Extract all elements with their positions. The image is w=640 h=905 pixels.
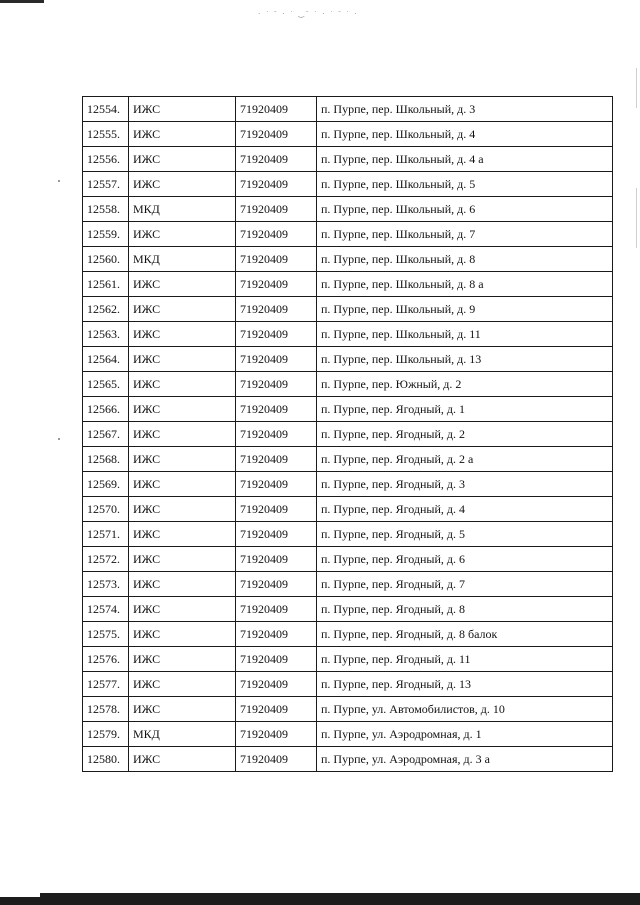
address-cell: п. Пурпе, пер. Ягодный, д. 1 [317,397,613,422]
building-type-cell: ИЖС [129,597,236,622]
row-number-cell: 12567. [83,422,129,447]
table-row [83,322,613,347]
table-row [83,622,613,647]
oktmo-code-cell: 71920409 [236,597,317,622]
row-number-cell: 12560. [83,247,129,272]
building-type-cell: МКД [129,197,236,222]
table-row [83,697,613,722]
row-number-cell: 12570. [83,497,129,522]
table-row [83,447,613,472]
row-number-cell: 12573. [83,572,129,597]
row-number-cell: 12575. [83,622,129,647]
address-cell: п. Пурпе, ул. Автомобилистов, д. 10 [317,697,613,722]
row-number-cell: 12579. [83,722,129,747]
oktmo-code-cell: 71920409 [236,122,317,147]
address-cell: п. Пурпе, пер. Ягодный, д. 8 [317,597,613,622]
building-type-cell: ИЖС [129,422,236,447]
address-cell: п. Пурпе, пер. Школьный, д. 8 а [317,272,613,297]
table-row [83,747,613,772]
table-row [83,672,613,697]
address-cell: п. Пурпе, пер. Ягодный, д. 11 [317,647,613,672]
records-table [82,96,613,772]
address-cell: п. Пурпе, пер. Ягодный, д. 3 [317,472,613,497]
row-number-cell: 12563. [83,322,129,347]
table-row [83,547,613,572]
building-type-cell: ИЖС [129,147,236,172]
address-cell: п. Пурпе, пер. Ягодный, д. 4 [317,497,613,522]
row-number-cell: 12562. [83,297,129,322]
oktmo-code-cell: 71920409 [236,222,317,247]
building-type-cell: ИЖС [129,472,236,497]
building-type-cell: ИЖС [129,122,236,147]
scan-mark-top-left [0,0,44,3]
table-row [83,147,613,172]
row-number-cell: 12569. [83,472,129,497]
table-row [83,597,613,622]
oktmo-code-cell: 71920409 [236,622,317,647]
table-row [83,372,613,397]
row-number-cell: 12557. [83,172,129,197]
table-row [83,497,613,522]
address-cell: п. Пурпе, ул. Аэродромная, д. 3 а [317,747,613,772]
building-type-cell: ИЖС [129,222,236,247]
table-row [83,172,613,197]
oktmo-code-cell: 71920409 [236,672,317,697]
address-cell: п. Пурпе, пер. Ягодный, д. 5 [317,522,613,547]
scan-bottom-bar-gap [0,893,640,897]
address-cell: п. Пурпе, пер. Школьный, д. 9 [317,297,613,322]
building-type-cell: ИЖС [129,97,236,122]
table-row [83,222,613,247]
building-type-cell: ИЖС [129,572,236,597]
row-number-cell: 12564. [83,347,129,372]
oktmo-code-cell: 71920409 [236,722,317,747]
oktmo-code-cell: 71920409 [236,197,317,222]
table-row [83,97,613,122]
building-type-cell: ИЖС [129,622,236,647]
oktmo-code-cell: 71920409 [236,547,317,572]
building-type-cell: ИЖС [129,747,236,772]
oktmo-code-cell: 71920409 [236,322,317,347]
address-cell: п. Пурпе, пер. Ягодный, д. 13 [317,672,613,697]
table-row [83,272,613,297]
building-type-cell: ИЖС [129,272,236,297]
oktmo-code-cell: 71920409 [236,497,317,522]
table-row [83,297,613,322]
oktmo-code-cell: 71920409 [236,97,317,122]
row-number-cell: 12554. [83,97,129,122]
oktmo-code-cell: 71920409 [236,522,317,547]
row-number-cell: 12576. [83,647,129,672]
oktmo-code-cell: 71920409 [236,572,317,597]
oktmo-code-cell: 71920409 [236,647,317,672]
building-type-cell: ИЖС [129,322,236,347]
table-row [83,522,613,547]
row-number-cell: 12577. [83,672,129,697]
row-number-cell: 12574. [83,597,129,622]
table-row [83,397,613,422]
row-number-cell: 12568. [83,447,129,472]
building-type-cell: ИЖС [129,372,236,397]
building-type-cell: ИЖС [129,447,236,472]
address-cell: п. Пурпе, ул. Аэродромная, д. 1 [317,722,613,747]
address-cell: п. Пурпе, пер. Школьный, д. 3 [317,97,613,122]
oktmo-code-cell: 71920409 [236,372,317,397]
table-row [83,572,613,597]
building-type-cell: ИЖС [129,497,236,522]
address-cell: п. Пурпе, пер. Ягодный, д. 7 [317,572,613,597]
table-row [83,722,613,747]
building-type-cell: МКД [129,722,236,747]
building-type-cell: ИЖС [129,297,236,322]
address-cell: п. Пурпе, пер. Школьный, д. 6 [317,197,613,222]
address-cell: п. Пурпе, пер. Ягодный, д. 8 балок [317,622,613,647]
building-type-cell: ИЖС [129,647,236,672]
building-type-cell: МКД [129,247,236,272]
oktmo-code-cell: 71920409 [236,697,317,722]
records-table-body [83,97,613,772]
address-cell: п. Пурпе, пер. Школьный, д. 13 [317,347,613,372]
oktmo-code-cell: 71920409 [236,272,317,297]
table-row [83,422,613,447]
row-number-cell: 12571. [83,522,129,547]
oktmo-code-cell: 71920409 [236,397,317,422]
row-number-cell: 12555. [83,122,129,147]
row-number-cell: 12561. [83,272,129,297]
oktmo-code-cell: 71920409 [236,472,317,497]
building-type-cell: ИЖС [129,172,236,197]
address-cell: п. Пурпе, пер. Школьный, д. 7 [317,222,613,247]
table-row [83,647,613,672]
scan-edge-marks [636,68,638,248]
table-row [83,197,613,222]
address-cell: п. Пурпе, пер. Ягодный, д. 2 [317,422,613,447]
address-cell: п. Пурпе, пер. Школьный, д. 8 [317,247,613,272]
oktmo-code-cell: 71920409 [236,247,317,272]
row-number-cell: 12580. [83,747,129,772]
scan-noise-header: · ˙ ˉ · ˙ ‿ˉ ˙ · ˙ ˉ ˙ · [258,10,359,18]
oktmo-code-cell: 71920409 [236,447,317,472]
building-type-cell: ИЖС [129,672,236,697]
address-cell: п. Пурпе, пер. Школьный, д. 5 [317,172,613,197]
row-number-cell: 12565. [83,372,129,397]
address-cell: п. Пурпе, пер. Школьный, д. 4 а [317,147,613,172]
address-cell: п. Пурпе, пер. Ягодный, д. 6 [317,547,613,572]
address-cell: п. Пурпе, пер. Южный, д. 2 [317,372,613,397]
oktmo-code-cell: 71920409 [236,422,317,447]
address-cell: п. Пурпе, пер. Ягодный, д. 2 а [317,447,613,472]
oktmo-code-cell: 71920409 [236,747,317,772]
oktmo-code-cell: 71920409 [236,147,317,172]
table-row [83,347,613,372]
building-type-cell: ИЖС [129,547,236,572]
table-row [83,122,613,147]
oktmo-code-cell: 71920409 [236,347,317,372]
scan-dot [58,438,60,440]
scan-dot [58,180,60,182]
address-cell: п. Пурпе, пер. Школьный, д. 4 [317,122,613,147]
row-number-cell: 12556. [83,147,129,172]
oktmo-code-cell: 71920409 [236,172,317,197]
row-number-cell: 12578. [83,697,129,722]
building-type-cell: ИЖС [129,697,236,722]
row-number-cell: 12566. [83,397,129,422]
address-cell: п. Пурпе, пер. Школьный, д. 11 [317,322,613,347]
row-number-cell: 12572. [83,547,129,572]
building-type-cell: ИЖС [129,397,236,422]
table-row [83,247,613,272]
table-row [83,472,613,497]
oktmo-code-cell: 71920409 [236,297,317,322]
row-number-cell: 12559. [83,222,129,247]
row-number-cell: 12558. [83,197,129,222]
building-type-cell: ИЖС [129,522,236,547]
building-type-cell: ИЖС [129,347,236,372]
